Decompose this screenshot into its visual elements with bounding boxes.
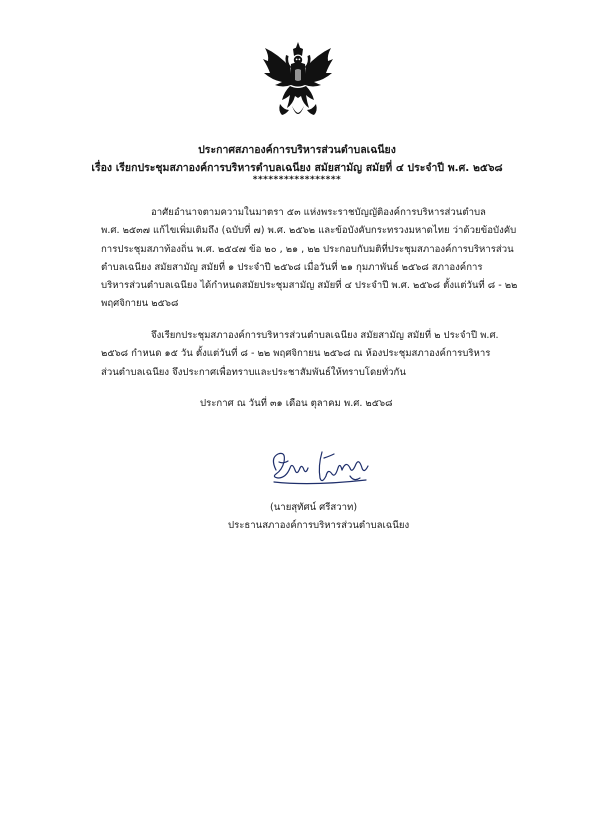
paragraph-line: การประชุมสภาท้องถิ่น พ.ศ. ๒๕๔๗ ข้อ ๒๐ , ๒๑ , ๒๒ ประกอบกับมติที่ประชุมสภาองค์การบริหารส่วน [101,243,514,255]
body-paragraph-1 [101,204,531,314]
paragraph-line: พฤศจิกายน ๒๕๖๘ [101,298,179,310]
handwritten-signature [262,440,382,490]
paragraph-line: จึงเรียกประชุมสภาองค์การบริหารส่วนตำบลเฉนียง สมัยสามัญ สมัยที่ ๒ ประจำปี พ.ศ. [151,330,499,341]
announcement-subject: เรื่อง เรียกประชุมสภาองค์การบริหารตำบลเฉนียง สมัยสามัญ สมัยที่ ๔ ประจำปี พ.ศ. ๒๕๖๘ [91,162,503,174]
signatory-name: (นายสุทัศน์ ศรีสวาท) [270,502,358,513]
announcement-title: ประกาศสภาองค์การบริหารส่วนตำบลเฉนียง [198,144,396,156]
paragraph-line: ส่วนตำบลเฉนียง จึงประกาศเพื่อทราบและประชาสัมพันธ์ให้ทราบโดยทั่วกัน [101,366,406,378]
paragraph-line: บริหารส่วนตำบลเฉนียง ได้กำหนดสมัยประชุมสามัญ สมัยที่ ๔ ประจำปี พ.ศ. ๒๕๖๘ ตั้งแต่วันที่ ๘ - ๒๒ [101,280,518,292]
paragraph-line: อาศัยอำนาจตามความในมาตรา ๕๓ แห่งพระราชบัญญัติองค์การบริหารส่วนตำบล [151,207,486,218]
paragraph-line: พ.ศ. ๒๕๓๗ แก้ไขเพิ่มเติมถึง (ฉบับที่ ๗) พ.ศ. ๒๕๖๒ และข้อบังคับกระทรวงมหาดไทย ว่าด้วยข้อบังคับ [101,225,517,237]
garuda-emblem-icon [262,40,334,122]
body-paragraph-2 [101,327,531,382]
announcement-date: ประกาศ ณ วันที่ ๓๑ เดือน ตุลาคม พ.ศ. ๒๕๖๘ [200,398,393,409]
heading-divider-stars: ***************** [252,175,342,185]
paragraph-line: ๒๕๖๘ กำหนด ๑๕ วัน ตั้งแต่วันที่ ๘ - ๒๒ พฤศจิกายน ๒๕๖๘ ณ ห้องประชุมสภาองค์การบริหาร [101,348,491,360]
paragraph-line: ตำบลเฉนียง สมัยสามัญ สมัยที่ ๑ ประจำปี ๒๕๖๘ เมื่อวันที่ ๒๑ กุมภาพันธ์ ๒๕๖๘ สภาองค์การ [101,261,483,273]
signatory-position: ประธานสภาองค์การบริหารส่วนตำบลเฉนียง [228,520,410,531]
